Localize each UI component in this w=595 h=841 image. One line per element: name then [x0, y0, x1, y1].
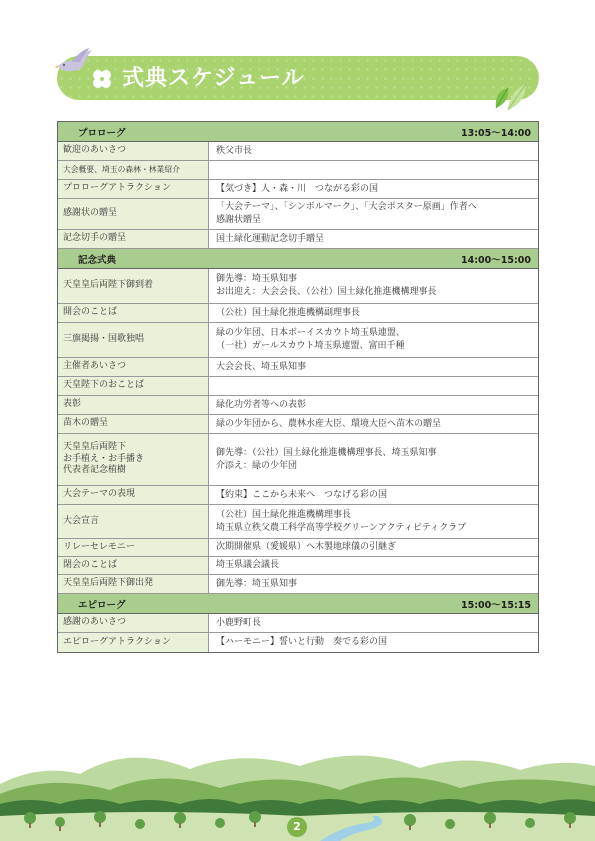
table-row: [58, 377, 538, 396]
program-detail: 緑の少年団から、農林水産大臣、環境大臣へ苗木の贈呈: [216, 418, 442, 429]
program-detail: 【ハーモニー】誓いと行動 奏でる彩の国: [216, 637, 388, 647]
program-item: 記念切手の贈呈: [58, 230, 209, 248]
table-row: [58, 486, 538, 505]
program-detail: 埼玉県議会議長: [216, 560, 280, 570]
program-item: リレーセレモニー: [58, 539, 209, 556]
program-detail: 【約束】ここから未来へ つなげる彩の国: [216, 489, 388, 500]
table-row: [58, 358, 538, 377]
program-item: 開会のことば: [58, 304, 209, 322]
program-detail: 御先導：（公社）国土緑化推進機構理事長、埼玉県知事 介添え：緑の少年団: [216, 447, 437, 471]
table-row: [58, 557, 538, 575]
section-title: プロローグ: [78, 127, 126, 139]
program-detail: 御先導：埼玉県知事: [216, 578, 298, 589]
table-row: [58, 180, 538, 199]
program-item: 三旗掲揚・国歌独唱: [58, 323, 209, 357]
program-detail: （公社）国土緑化推進機構理事長 埼玉県立秩父農工科学高等学校グリーンアクティビティクラブ: [216, 509, 467, 533]
section-time: 13:05〜14:00: [461, 127, 531, 139]
table-row: [58, 505, 538, 539]
table-row: [58, 199, 538, 230]
table-row: [58, 396, 538, 415]
program-item: 苗木の贈呈: [58, 415, 209, 433]
program-detail: 秩父市長: [216, 145, 253, 156]
table-row: [58, 415, 538, 434]
program-detail: （公社）国土緑化推進機構副理事長: [216, 307, 361, 318]
program-detail: 御先導：埼玉県知事 お出迎え：大会会長、（公社）国土緑化推進機構理事長: [216, 274, 437, 297]
section-time: 14:00〜15:00: [461, 254, 531, 266]
program-detail: 【気づき】人・森・川 つながる彩の国: [216, 183, 379, 194]
program-item: 歓迎のあいさつ: [58, 142, 209, 160]
program-item: 大会概要、埼玉の森林・林業紹介: [58, 161, 209, 179]
program-item: 天皇陛下のおことば: [58, 377, 209, 395]
program-detail: 次期開催県（愛媛県）へ木製地球儀の引継ぎ: [216, 542, 397, 552]
program-item: 天皇皇后両陛下 お手植え・お手播き 代表者記念植樹: [58, 434, 209, 485]
table-row: [58, 434, 538, 486]
page-title: 式典スケジュール: [122, 66, 305, 91]
program-item: 感謝のあいさつ: [58, 614, 209, 632]
program-item: エピローグアトラクション: [58, 633, 209, 652]
table-row: [58, 304, 538, 323]
schedule-table: [57, 121, 539, 653]
table-row: [58, 575, 538, 594]
program-item: プロローグアトラクション: [58, 180, 209, 198]
table-row: [58, 323, 538, 358]
section-header-prologue: [58, 122, 538, 142]
program-detail: [209, 161, 538, 179]
program-detail: 大会会長、埼玉県知事: [216, 361, 307, 372]
program-item: 大会テーマの表現: [58, 486, 209, 504]
table-row: [58, 161, 538, 180]
program-detail: 「大会テーマ」、「シンボルマーク」、「大会ポスター原画」作者へ 感謝状贈呈: [216, 202, 477, 225]
section-title: エピローグ: [78, 599, 126, 611]
page-number: 2: [287, 817, 307, 837]
section-title: 記念式典: [78, 254, 117, 266]
program-detail: 緑の少年団、日本ボーイスカウト埼玉県連盟、 （一社）ガールスカウト埼玉県連盟、富田千種: [216, 328, 405, 351]
program-detail: [209, 377, 538, 395]
table-row: [58, 539, 538, 557]
section-header-ceremony: [58, 249, 538, 269]
program-item: 大会宣言: [58, 505, 209, 538]
program-item: 主催者あいさつ: [58, 358, 209, 376]
program-item: 表彰: [58, 396, 209, 414]
program-item: 天皇皇后両陛下御出発: [58, 575, 209, 593]
program-detail: 緑化功労者等への表彰: [216, 399, 307, 410]
clover-icon: [90, 67, 114, 91]
program-item: 天皇皇后両陛下御到着: [58, 269, 209, 303]
table-row: [58, 230, 538, 249]
program-item: 感謝状の贈呈: [58, 199, 209, 229]
section-header-epilogue: [58, 594, 538, 614]
table-row: [58, 614, 538, 633]
leaves-icon: [492, 80, 532, 112]
table-row: [58, 269, 538, 304]
program-detail: 国土緑化運動記念切手贈呈: [216, 233, 325, 244]
table-row: [58, 633, 538, 652]
program-detail: 小鹿野町長: [216, 617, 262, 628]
table-row: [58, 142, 538, 161]
section-time: 15:00〜15:15: [461, 599, 531, 611]
program-item: 閉会のことば: [58, 557, 209, 574]
